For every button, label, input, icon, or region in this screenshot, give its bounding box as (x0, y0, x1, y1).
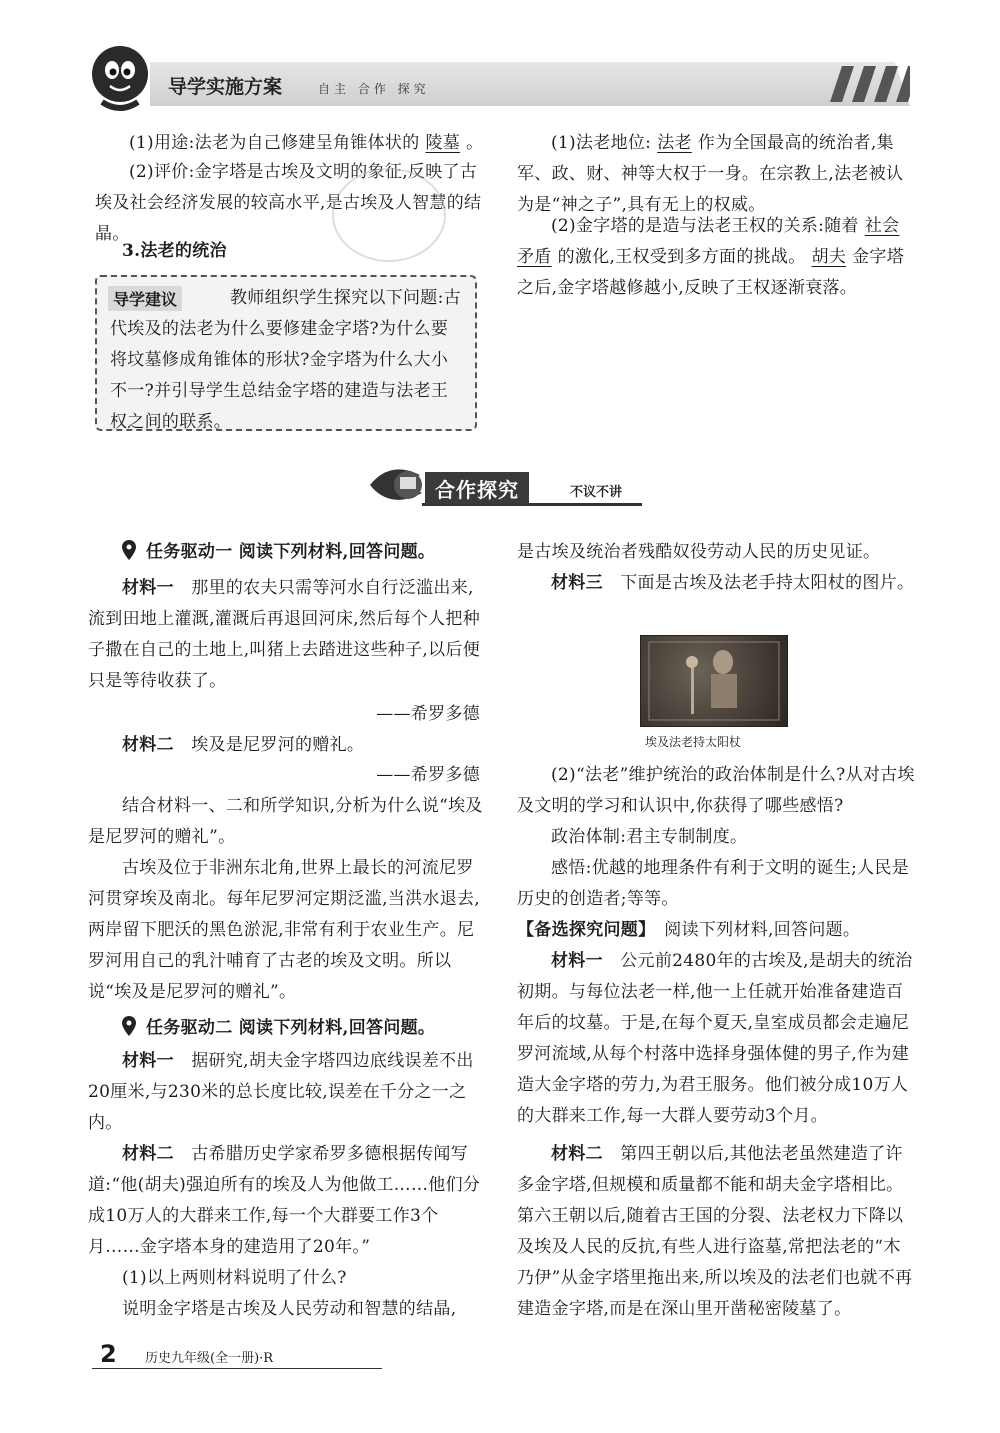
answer1: 古埃及位于非洲东北角,世界上最长的河流尼罗河贯穿埃及南北。每年尼罗河定期泛滥,当洪水退去,两岸留下肥沃的黑色淤泥,非常有利于农业生产。尼罗河用自己的乳汁哺育了古老的埃及文明。所以说“埃及是尼罗河的赠礼”。 (88, 858, 481, 1002)
location-pin-icon (122, 1016, 136, 1036)
alternative-label: 【备选探究问题】 (517, 920, 647, 940)
page-number: 2 (100, 1340, 117, 1368)
relation-answer1: 社会矛盾 (517, 216, 900, 267)
material3 (517, 568, 915, 599)
material1-source: ——希罗多德 (376, 704, 480, 724)
bonus-material1 (517, 946, 915, 1132)
top-right-item2 (517, 211, 915, 304)
relation-mid: 的激化,王权受到多方面的挑战。 (557, 247, 806, 267)
task1-heading: 任务驱动一 阅读下列材料,回答问题。 (146, 542, 436, 562)
bonus-material2-text: 第四王朝以后,其他法老虽然建造了许多金字塔,但规模和质量都不能和胡夫金字塔相比。第六王朝以后,随着古王国的分裂、法老权力下降以及埃及人民的反抗,有些人进行盗墓,常把法老的“木乃伊”从金字塔里拖出来,所以埃及的法老们也就不再建造金字塔,而是在深山里开凿秘密陵墓了。 (517, 1144, 913, 1319)
material2-text: 埃及是尼罗河的赠礼。 (191, 735, 365, 755)
guide-tag: 导学建议 (108, 286, 182, 311)
top-left-item1 (95, 128, 485, 159)
bonus-material2-label: 材料二 (551, 1144, 603, 1164)
material1 (88, 573, 484, 697)
question2: (1)以上两则材料说明了什么? (122, 1268, 347, 1288)
status-text: (1)法老地位: (551, 133, 652, 153)
status-answer: 法老 (657, 133, 692, 153)
material3-label: 材料三 (551, 573, 603, 593)
task2-material1-label: 材料一 (122, 1051, 174, 1071)
task2-material2 (88, 1139, 484, 1263)
photo-caption: 埃及法老持太阳杖 (645, 735, 742, 749)
material2-source: ——希罗多德 (376, 765, 480, 785)
answer3-system: 政治体制:君主专制制度。 (551, 827, 748, 847)
answer3-insight: 感悟:优越的地理条件有利于文明的诞生;人民是历史的创造者;等等。 (517, 858, 910, 909)
top-right-item1 (517, 128, 915, 221)
relation-rest: 金字塔之后,金字塔越修越小,反映了王权逐渐衰落。 (517, 247, 905, 298)
material3-text: 下面是古埃及法老手持太阳杖的图片。 (620, 573, 915, 593)
header-title: 导学实施方案 (168, 76, 283, 98)
task2-material2-text: 古希腊历史学家希罗多德根据传闻写道:“他(胡夫)强迫所有的埃及人为他做工……他们分成10万人的大群来工作,每一个大群要工作3个月……金字塔本身的建造用了20年。” (88, 1144, 481, 1257)
relation-text: (2)金字塔的是造与法老王权的关系:随着 (551, 216, 859, 236)
alternative-text: 阅读下列材料,回答问题。 (664, 920, 861, 940)
top-left-item2: (2)评价:金字塔是古埃及文明的象征,反映了古埃及社会经济发展的较高水平,是古埃及人智慧的结晶。 (95, 162, 482, 244)
footer-line (92, 1368, 382, 1369)
alternative-question (517, 915, 915, 946)
book-title: 历史九年级(全一册)·R (145, 1351, 274, 1366)
material1-label: 材料一 (122, 578, 174, 598)
mascot-icon (82, 40, 158, 116)
task2-material2-label: 材料二 (122, 1144, 174, 1164)
guide-text: 教师组织学生探究以下问题:古代埃及的法老为什么要修建金字塔?为什么要将坟墓修成角锥体的形状?金字塔为什么大小不一?并引导学生总结金字塔的建造与法老王权之间的联系。 (110, 288, 461, 432)
task2-material1 (88, 1046, 484, 1139)
header-stripes-decoration (820, 66, 910, 102)
answer2-continued: 是古埃及统治者残酷奴役劳动人民的历史见证。 (517, 542, 881, 562)
heading-pharaoh-rule: 3.法老的统治 (122, 241, 227, 261)
item1-end: 。 (466, 133, 484, 153)
item1-answer: 陵墓 (425, 133, 461, 153)
question1: 结合材料一、二和所学知识,分析为什么说“埃及是尼罗河的赠礼”。 (88, 796, 483, 847)
task2-material1-text: 据研究,胡夫金字塔四边底线误差不出20厘米,与230米的总长度比较,误差在千分之一之内。 (88, 1051, 474, 1133)
material2-label: 材料二 (122, 735, 174, 755)
material1-text: 那里的农夫只需等河水自行泛滥出来,流到田地上灌溉,灌溉后再退回河床,然后每个人把种子撒在自己的土地上,叫猪上去踏进这些种子,以后便只是等待收获了。 (88, 578, 481, 691)
material2 (88, 730, 484, 761)
section-subtitle: 不议不讲 (570, 485, 623, 500)
bonus-material2 (517, 1139, 915, 1325)
bonus-material1-label: 材料一 (551, 951, 603, 971)
question3: (2)“法老”维护统治的政治体制是什么?从对古埃及文明的学习和认识中,你获得了哪些感悟? (517, 765, 915, 816)
pharaoh-sun-staff-photo (640, 635, 788, 727)
section-title: 合作探究 (425, 472, 529, 505)
pharaoh-figure-icon (641, 636, 787, 726)
item1-text: (1)用途:法老为自己修建呈角锥体状的 (129, 133, 420, 153)
bonus-material1-text: 公元前2480年的古埃及,是胡夫的统治初期。与每位法老一样,他一上任就开始准备建造百年后的坟墓。于是,在每个夏天,皇室成员都会走遍尼罗河流域,从每个村落中选择身强体健的男子,作为建造大金字塔的劳力,为君王服务。他们被分成10万人的大群来工作,每一大群人要劳动3个月。 (517, 951, 913, 1126)
answer2: 说明金字塔是古埃及人民劳动和智慧的结晶, (122, 1299, 457, 1319)
location-pin-icon (122, 540, 136, 560)
relation-answer2: 胡夫 (811, 247, 847, 267)
task2-heading: 任务驱动二 阅读下列材料,回答问题。 (146, 1018, 436, 1038)
status-rest: 作为全国最高的统治者,集军、政、财、神等大权于一身。在宗教上,法老被认为是“神之子”,具有无上的权威。 (517, 133, 904, 215)
header-subtitle: 自主 合作 探究 (318, 82, 430, 96)
